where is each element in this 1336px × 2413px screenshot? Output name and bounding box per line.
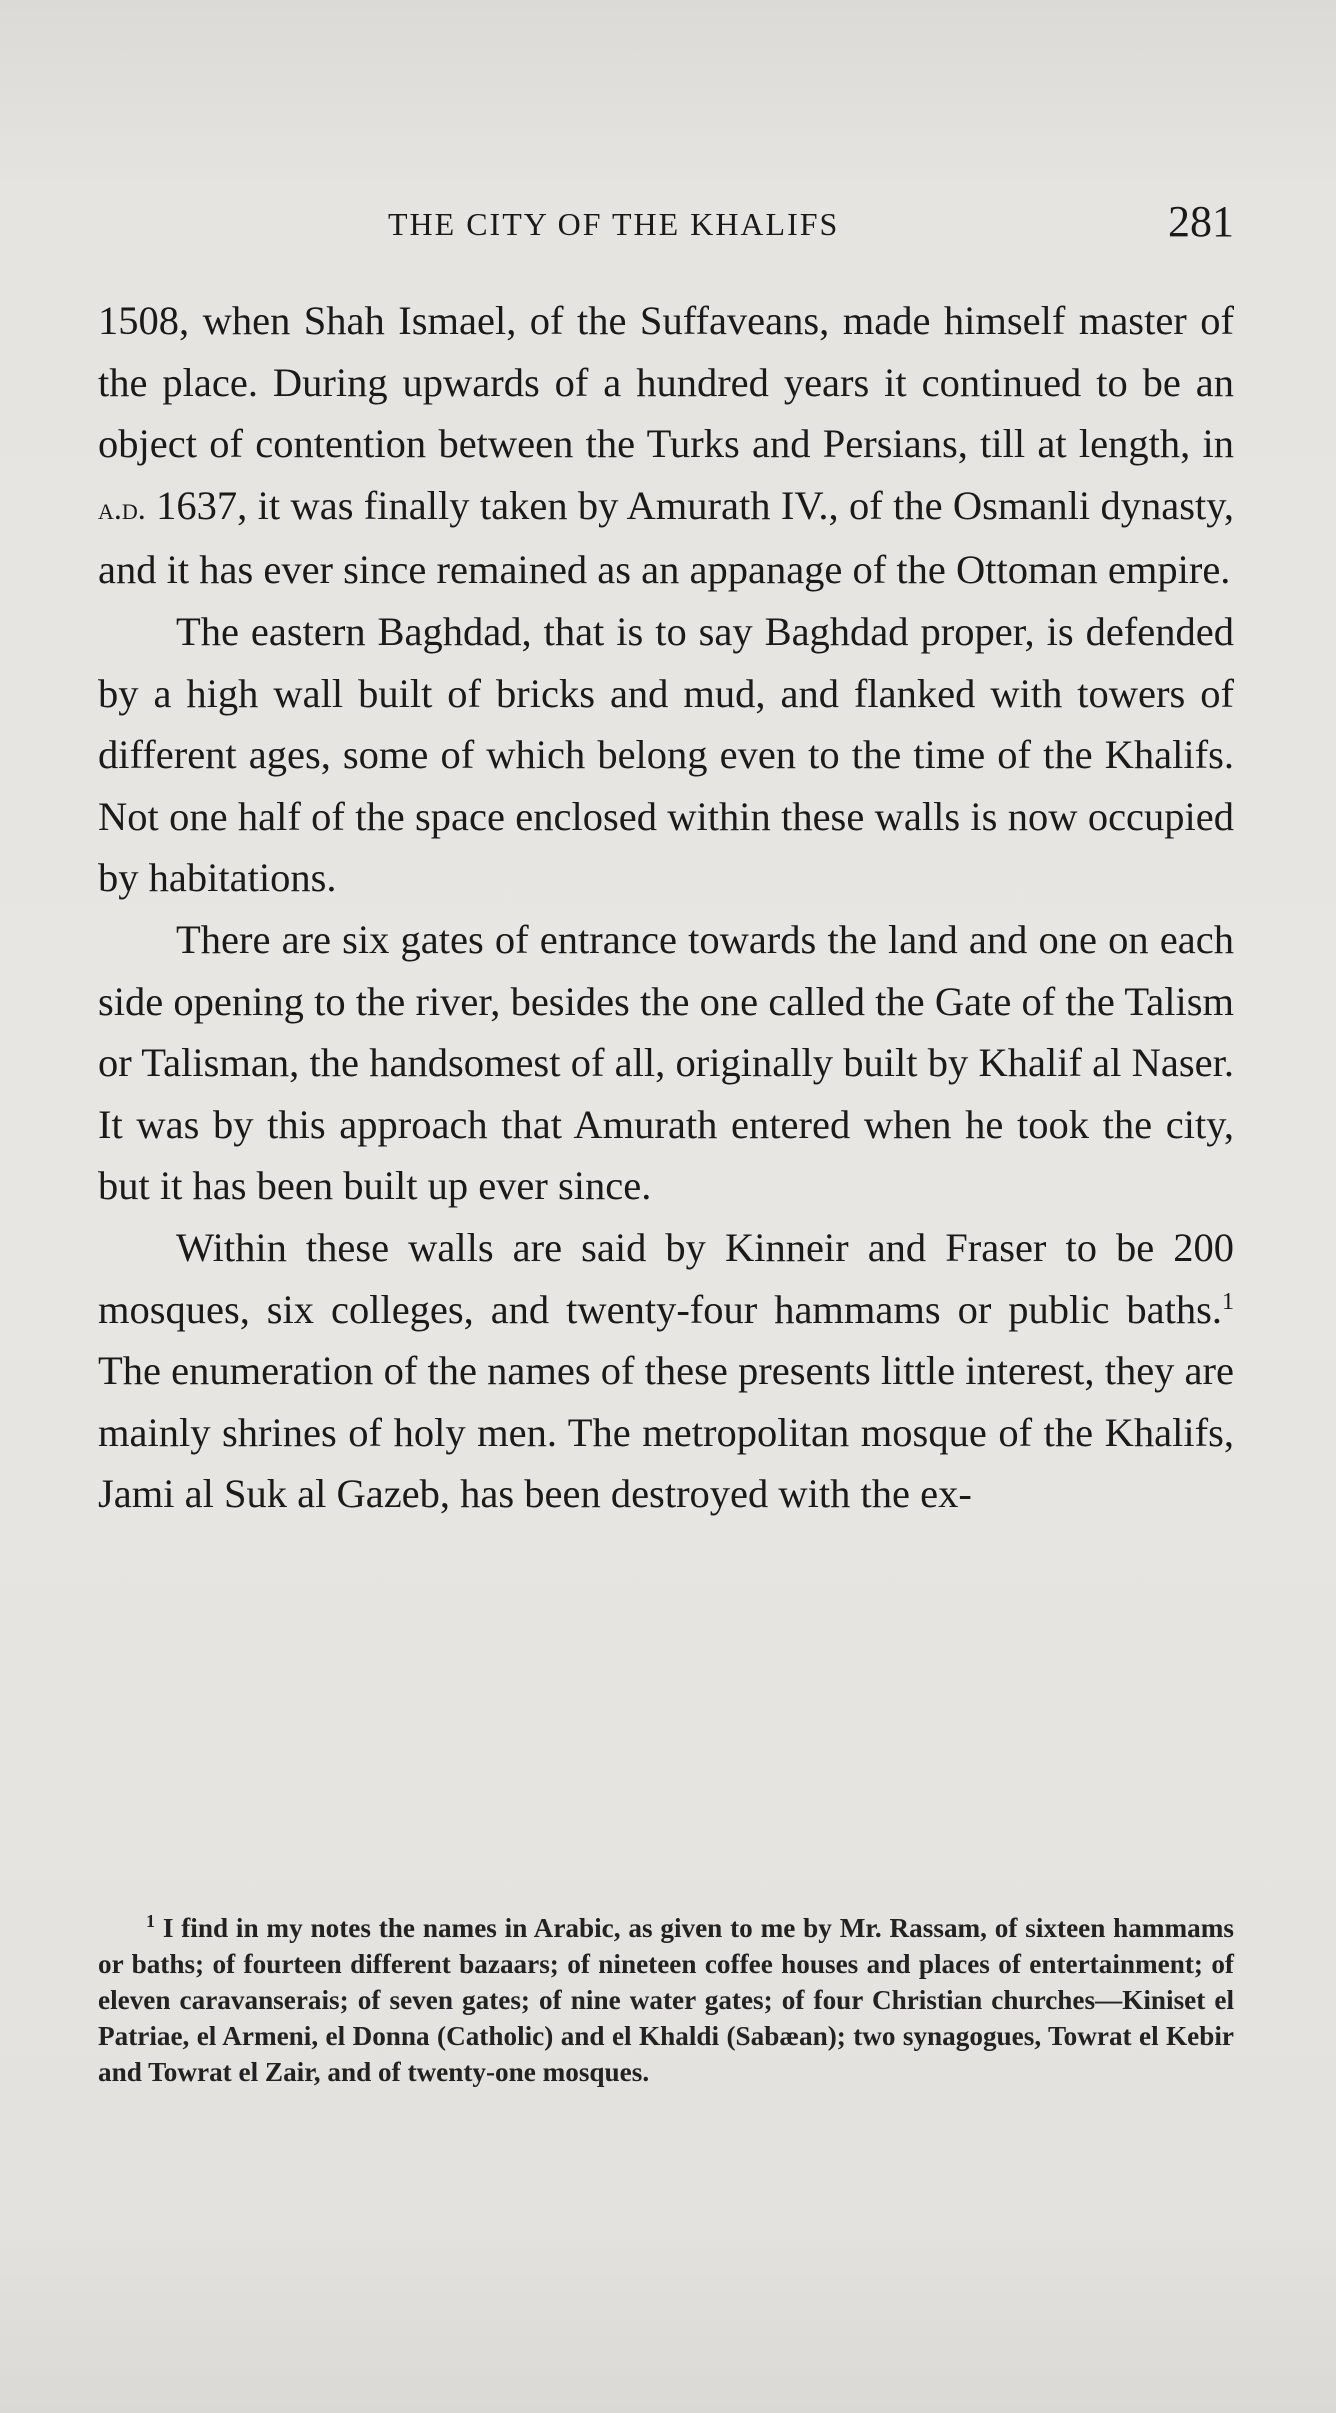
paragraph bbox=[98, 601, 1234, 909]
paragraph-text: 1508, when Shah Ismael, of the Suffaveans, made himself master of the place. During upwards of a hundred years it continued to be an object of contention between the Turks and Persians, till at length, in bbox=[98, 298, 1234, 467]
footnote-mark: 1 bbox=[146, 1911, 155, 1931]
paragraph bbox=[98, 1217, 1234, 1525]
paragraph-text: The eastern Baghdad, that is to say Baghdad proper, is defended by a high wall built of bricks and mud, and flanked with towers of different ages, some of which belong even to the time of the Khalifs. Not one half of the space enclosed within these walls is now occupied by habitations. bbox=[98, 608, 1234, 901]
paragraph bbox=[98, 290, 1234, 601]
running-title: THE CITY OF THE KHALIFS bbox=[388, 206, 840, 242]
era-abbreviation: a.d. bbox=[98, 489, 146, 526]
body-text bbox=[98, 290, 1234, 1525]
footnote-text: I find in my notes the names in Arabic, as given to me by Mr. Rassam, of sixteen hammams or baths; of fourteen different bazaars; of nineteen coffee houses and places of entertainment; of eleven caravanserais; of seven gates; of nine water gates; of four Christian churches—Kiniset el Patriae, el Armeni, el Donna (Catholic) and el Khaldi (Sabæan); two synagogues, Towrat el Kebir and Towrat el Zair, and of twenty-one mosques. bbox=[98, 1913, 1234, 2087]
page-number: 281 bbox=[1168, 197, 1234, 246]
paragraph-text: There are six gates of entrance towards the land and one on each side opening to the river, besides the one called the Gate of the Talism or Talisman, the handsomest of all, originally built by Khalif al Naser. It was by this approach that Amurath entered when he took the city, but it has been built up ever since. bbox=[98, 916, 1234, 1209]
footnote-ref: 1 bbox=[1222, 1288, 1234, 1315]
paragraph-text: The enumeration of the names of these presents little interest, they are mainly shrines of holy men. The metropolitan mosque of the Khalifs, Jami al Suk al Gazeb, has been destroyed with the ex- bbox=[98, 1348, 1234, 1517]
footnotes bbox=[98, 1910, 1234, 2090]
paragraph-text: 1637, it was finally taken by Amurath IV., of the Osmanli dynasty, and it has ever since remained as an appanage of the Ottoman empire. bbox=[98, 482, 1234, 593]
paragraph-text: Within these walls are said by Kinneir and Fraser to be 200 mosques, six colleges, and twenty-four hammams or public baths. bbox=[98, 1224, 1234, 1332]
running-head bbox=[98, 196, 1234, 256]
footnote bbox=[98, 1910, 1234, 2090]
paragraph bbox=[98, 909, 1234, 1217]
